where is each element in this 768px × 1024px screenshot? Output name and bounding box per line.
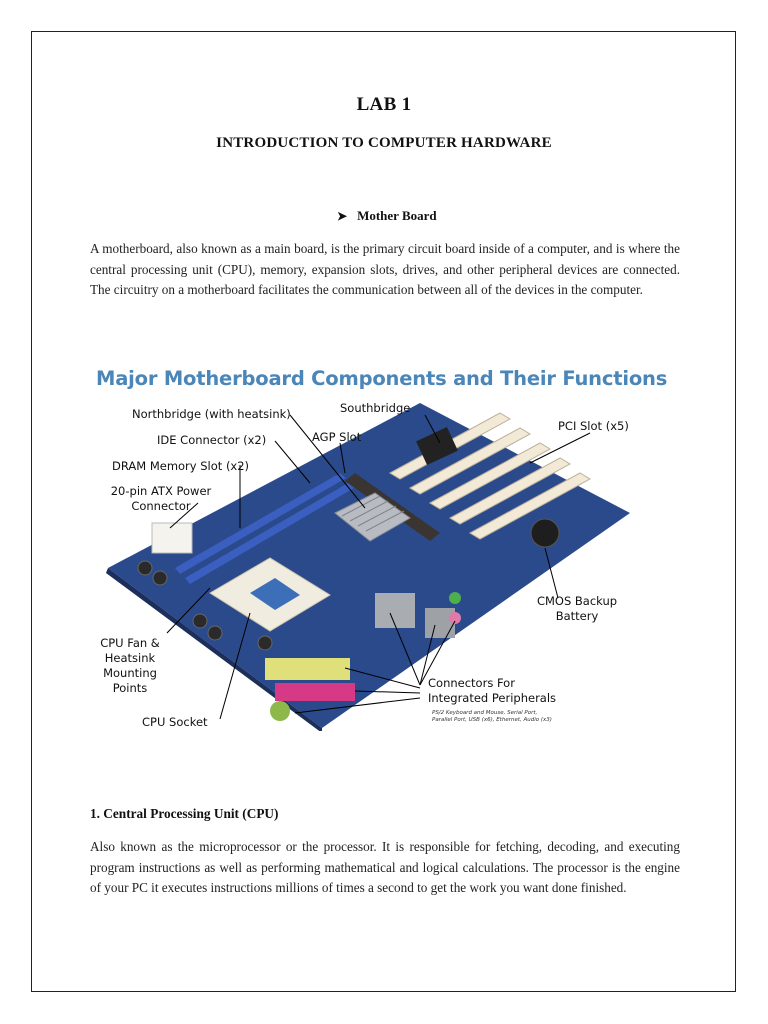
label-cmos-battery	[522, 594, 632, 624]
section-heading-label: Mother Board	[357, 208, 437, 223]
lab-title: LAB 1	[356, 94, 412, 115]
label-southbridge: Southbridge	[340, 401, 411, 415]
label-atx-line2: Connector	[131, 499, 191, 513]
label-cmos-line2: Battery	[555, 609, 599, 623]
label-connectors-line1: Connectors For	[428, 676, 515, 690]
figure-title: Major Motherboard Components and Their Functions	[96, 367, 668, 390]
label-cpu-fan	[90, 636, 170, 696]
label-pci-slot: PCI Slot (x5)	[558, 419, 629, 433]
intro-paragraph: A motherboard, also known as a main board, is the primary circuit board inside of a computer, and is where the central processing unit (CPU), memory, expansion slots, drives, and other peripheral devices are connected. The circuitry on a motherboard facilitates the communication between all of the devices in the computer.	[90, 241, 680, 297]
cpu-paragraph: Also known as the microprocessor or the processor. It is responsible for fetching, decoding, and executing program instructions as well as performing mathematical and logical calculations. The processor is the engine of your PC it executes instructions millions of times a second to get the work you want done finished.	[90, 839, 680, 895]
section-heading-motherboard	[337, 208, 437, 224]
label-agp-slot: AGP Slot	[312, 430, 362, 444]
label-dram-slot: DRAM Memory Slot (x2)	[112, 459, 250, 473]
label-connectors	[428, 676, 556, 706]
label-cmos-line1: CMOS Backup	[536, 594, 618, 608]
motherboard-figure	[90, 363, 680, 731]
label-cpu-socket: CPU Socket	[142, 715, 208, 729]
label-cpufan-line4: Points	[112, 681, 148, 695]
label-atx-line1: 20-pin ATX Power	[110, 484, 212, 498]
label-cpufan-line3: Mounting	[103, 666, 157, 680]
label-connectors-note1: PS/2 Keyboard and Mouse, Serial Port,	[432, 710, 538, 716]
label-connectors-line2: Integrated Peripherals	[428, 691, 557, 705]
arrow-bullet-icon: ➤	[337, 208, 348, 223]
label-atx-power	[92, 484, 230, 514]
label-connectors-note	[432, 710, 552, 724]
label-cpufan-line1: CPU Fan &	[100, 636, 160, 650]
cmos-battery	[531, 519, 559, 547]
cpu-heading: 1. Central Processing Unit (CPU)	[90, 806, 279, 821]
label-connectors-note2: Parallel Port, USB (x6), Ethernet, Audio (x3)	[432, 717, 552, 723]
label-cpufan-line2: Heatsink	[104, 651, 156, 665]
lab-subtitle: INTRODUCTION TO COMPUTER HARDWARE	[216, 135, 552, 151]
label-northbridge: Northbridge (with heatsink)	[132, 407, 291, 421]
atx-power-connector	[152, 523, 192, 553]
label-ide-connector: IDE Connector (x2)	[157, 433, 267, 447]
